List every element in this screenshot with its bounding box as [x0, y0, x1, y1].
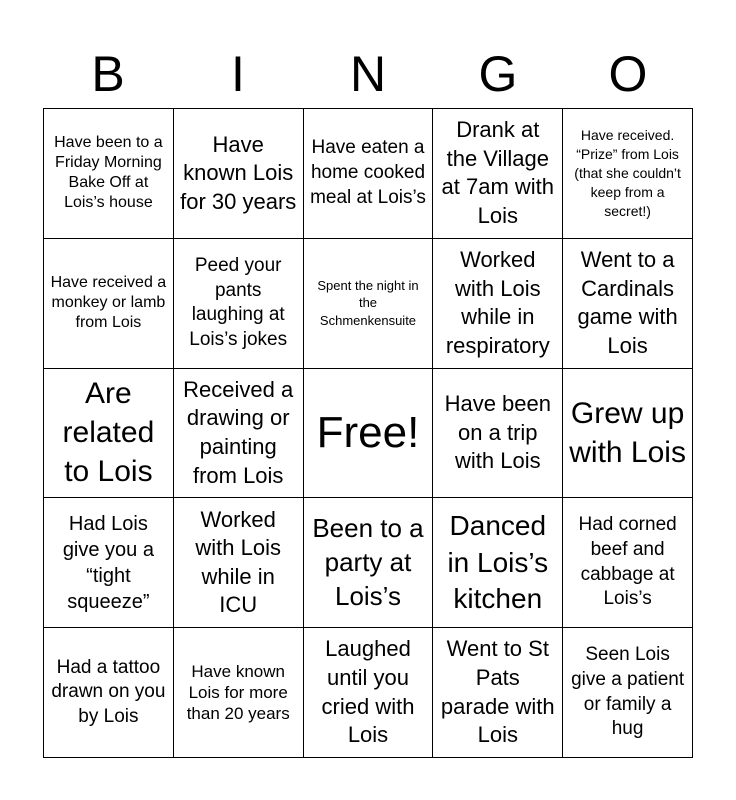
bingo-cell[interactable]: Had Lois give you a “tight squeeze”	[44, 498, 174, 628]
bingo-cell[interactable]: Seen Lois give a patient or family a hug	[563, 628, 693, 758]
bingo-cell[interactable]: Had a tattoo drawn on you by Lois	[44, 628, 174, 758]
bingo-cell[interactable]: Are related to Lois	[44, 369, 174, 499]
bingo-cell[interactable]: Worked with Lois while in respiratory	[433, 239, 563, 369]
bingo-cell[interactable]: Have known Lois for more than 20 years	[174, 628, 304, 758]
bingo-cell[interactable]: Grew up with Lois	[563, 369, 693, 499]
bingo-cell[interactable]: Received a drawing or painting from Lois	[174, 369, 304, 499]
bingo-cell[interactable]: Have received. “Prize” from Lois (that she couldn’t keep from a secret!)	[563, 109, 693, 239]
bingo-cell[interactable]: Have eaten a home cooked meal at Lois’s	[304, 109, 434, 239]
bingo-cell[interactable]: Have received a monkey or lamb from Lois	[44, 239, 174, 369]
bingo-board	[43, 108, 693, 758]
bingo-cell[interactable]: Have been to a Friday Morning Bake Off at Lois’s house	[44, 109, 174, 239]
bingo-cell[interactable]: Laughed until you cried with Lois	[304, 628, 434, 758]
bingo-cell[interactable]: Have known Lois for 30 years	[174, 109, 304, 239]
bingo-cell[interactable]: Peed your pants laughing at Lois’s jokes	[174, 239, 304, 369]
bingo-cell[interactable]: Drank at the Village at 7am with Lois	[433, 109, 563, 239]
bingo-cell[interactable]: Been to a party at Lois’s	[304, 498, 434, 628]
bingo-cell[interactable]: Spent the night in the Schmenkensuite	[304, 239, 434, 369]
bingo-cell[interactable]: Went to St Pats parade with Lois	[433, 628, 563, 758]
header-letter-o: O	[608, 46, 648, 102]
bingo-cell[interactable]: Worked with Lois while in ICU	[174, 498, 304, 628]
bingo-cell[interactable]: Had corned beef and cabbage at Lois’s	[563, 498, 693, 628]
header-letter-b: B	[91, 46, 125, 102]
header-letter-n: N	[349, 46, 387, 102]
free-cell[interactable]: Free!	[304, 369, 434, 499]
header-letter-i: I	[231, 46, 245, 102]
header-letter-g: G	[478, 46, 518, 102]
bingo-cell[interactable]: Have been on a trip with Lois	[433, 369, 563, 499]
bingo-header	[43, 40, 693, 108]
bingo-cell[interactable]: Went to a Cardinals game with Lois	[563, 239, 693, 369]
bingo-cell[interactable]: Danced in Lois’s kitchen	[433, 498, 563, 628]
